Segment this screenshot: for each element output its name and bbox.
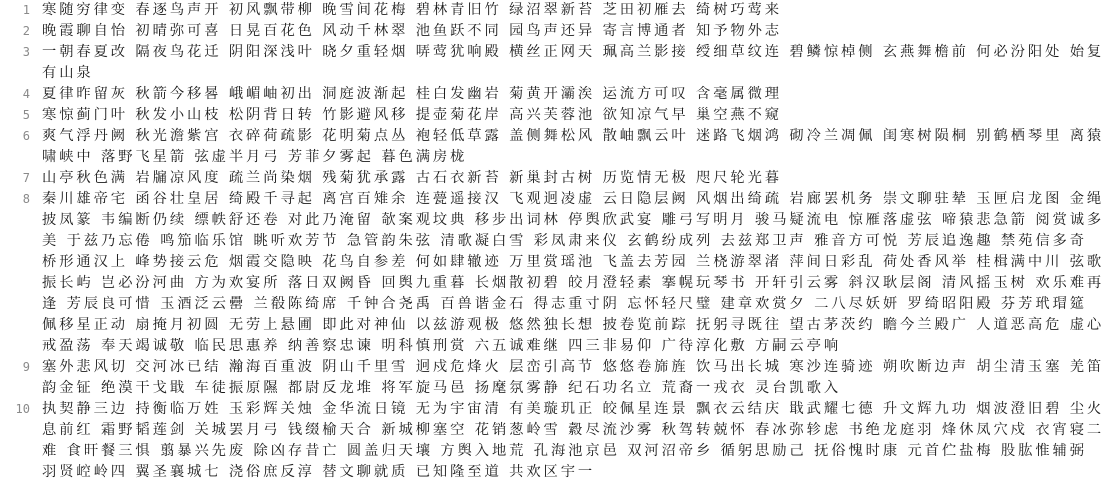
line-content[interactable]: 晚霞聊自怡 初晴弥可喜 日晃百花色 风动千林翠 池鱼跃不同 园鸟声还异 寄言博通者 知予物外志 bbox=[42, 23, 782, 39]
text-line[interactable] bbox=[0, 42, 1105, 84]
text-line[interactable] bbox=[0, 399, 1105, 483]
line-content[interactable]: 塞外悲风切 交河冰已结 瀚海百重波 阴山千里雪 迥戍危烽火 层峦引高节 悠悠卷旆旌 饮马出长城 寒沙连骑迹 朔吹断边声 胡尘清玉塞 羌笛韵金钲 绝漠干戈戢 车徒振原隰 都尉反龙堆 将军旋马邑 扬麾氛雾静 纪石功名立 荒裔一戎衣 灵台凯歌入 bbox=[42, 359, 1105, 396]
line-content[interactable]: 秦川雄帝宅 函谷壮皇居 绮殿千寻起 离宫百雉余 连甍遥接汉 飞观迥凌虚 云日隐层阙 风烟出绮疏 岩廊罢机务 崇文聊驻辇 玉匣启龙图 金绳披凤篆 韦编断仍续 缥帙舒还卷 对此乃淹留 欹案观坟典 移步出词林 停舆欣武宴 雕弓写明月 骏马疑流电 惊雁落虚弦 啼猿悲急箭 阅赏诚多美 于兹乃忘倦 鸣笳临乐馆 眺听欢芳节 急管韵朱弦 清歌凝白雪 彩凤肃来仪 玄鹤纷成列 去兹郑卫声 雅音方可悦 芳辰追逸趣 禁苑信多奇 桥形通汉上 峰势接云危 烟霞交隐映 花鸟自参差 何如肆辙迹 万里赏瑶池 飞盖去芳园 兰桡游翠渚 萍间日彩乱 荷处香风举 桂楫满中川 弦歌振长屿 岂必汾河曲 方为欢宴所 落日双阙昏 回舆九重暮 长烟散初碧 皎月澄轻素 搴幌玩琴书 开轩引云雾 斜汉耿层阁 清风摇玉树 欢乐难再逢 芳辰良可惜 玉酒泛云罍 兰殽陈绮席 千钟合尧禹 百兽谐金石 得志重寸阴 忘怀轻尺璧 建章欢赏夕 二八尽妖妍 罗绮昭阳殿 芬芳玳瑁筵 佩移星正动 扇掩月初圆 无劳上悬圃 即此对神仙 以兹游观极 悠然独长想 披卷览前踪 抚躬寻既往 望古茅茨约 瞻今兰殿广 人道恶高危 虚心戒盈荡 奉天竭诚敬 临民思惠养 纳善察忠谏 明科慎刑赏 六五诚难继 四三非易仰 广待淳化敷 方嗣云亭响 bbox=[42, 191, 1105, 354]
line-number: 1 bbox=[22, 3, 30, 17]
text-line[interactable] bbox=[0, 357, 1105, 399]
line-content[interactable]: 爽气浮丹阙 秋光澹紫宫 衣碎荷疏影 花明菊点丛 袍轻低草露 盖侧舞松风 散岫飘云叶 迷路飞烟鸿 砌冷兰凋佩 闺寒树陨桐 别鹤栖琴里 离猿啸峡中 落野飞星箭 弦虚半月弓 芳菲夕雾起 暮色满房栊 bbox=[42, 128, 1105, 165]
text-line[interactable] bbox=[0, 105, 1105, 126]
text-line[interactable] bbox=[0, 21, 1105, 42]
line-number: 4 bbox=[22, 87, 30, 101]
line-content[interactable]: 夏律昨留灰 秋箭今移晷 峨嵋岫初出 洞庭波渐起 桂白发幽岩 菊黄开灞涘 运流方可叹 含毫属微理 bbox=[42, 86, 782, 102]
line-number: 10 bbox=[15, 402, 30, 416]
line-content[interactable]: 一朝春夏改 隔夜鸟花迁 阴阳深浅叶 晓夕重轻烟 哢莺犹响殿 横丝正网天 珮高兰影接 绶细草纹连 碧鳞惊棹侧 玄燕舞檐前 何必汾阳处 始复有山泉 bbox=[42, 44, 1105, 81]
text-line[interactable] bbox=[0, 0, 1105, 21]
line-number: 8 bbox=[22, 192, 30, 206]
line-number: 9 bbox=[22, 360, 30, 374]
line-number: 6 bbox=[22, 129, 30, 143]
line-number: 3 bbox=[22, 45, 30, 59]
text-line[interactable] bbox=[0, 189, 1105, 357]
text-line[interactable] bbox=[0, 126, 1105, 168]
line-number: 2 bbox=[22, 24, 30, 38]
text-line[interactable] bbox=[0, 168, 1105, 189]
line-number: 7 bbox=[22, 171, 30, 185]
line-content[interactable]: 执契静三边 持衡临万姓 玉彩辉关烛 金华流日镜 无为宇宙清 有美璇玑正 皎佩星连景 飘衣云结庆 戢武耀七德 升文辉九功 烟波澄旧碧 尘火息前红 霜野韬莲剑 关城罢月弓 钱缀榆天合 新城柳塞空 花销葱岭雪 縠尽流沙雾 秋驾转兢怀 春冰弥轸虑 书绝龙庭羽 烽休凤穴戍 衣宵寝二难 食旰餐三惧 翦暴兴先废 除凶存昔亡 圆盖归天壤 方舆入地荒 孔海池京邑 双河沼帝乡 循躬思励己 抚俗愧时康 元首伫盐梅 股肱惟辅弼 羽贤崆岭四 翼圣襄城七 浇俗庶反淳 替文聊就质 已知隆至道 共欢区宇一 bbox=[42, 401, 1105, 480]
line-content[interactable]: 山亭秋色满 岩牖凉风度 疏兰尚染烟 残菊犹承露 古石衣新苔 新巢封古树 历览情无极 咫尺轮光暮 bbox=[42, 170, 782, 186]
line-content[interactable]: 寒随穷律变 春逐鸟声开 初风飘带柳 晚雪间花梅 碧林青旧竹 绿沼翠新苔 芝田初雁去 绮树巧莺来 bbox=[42, 2, 782, 18]
line-number: 5 bbox=[22, 108, 30, 122]
line-content[interactable]: 寒惊蓟门叶 秋发小山枝 松阴背日转 竹影避风移 提壶菊花岸 高兴芙蓉池 欲知凉气早 巢空燕不窥 bbox=[42, 107, 782, 123]
text-line[interactable] bbox=[0, 84, 1105, 105]
